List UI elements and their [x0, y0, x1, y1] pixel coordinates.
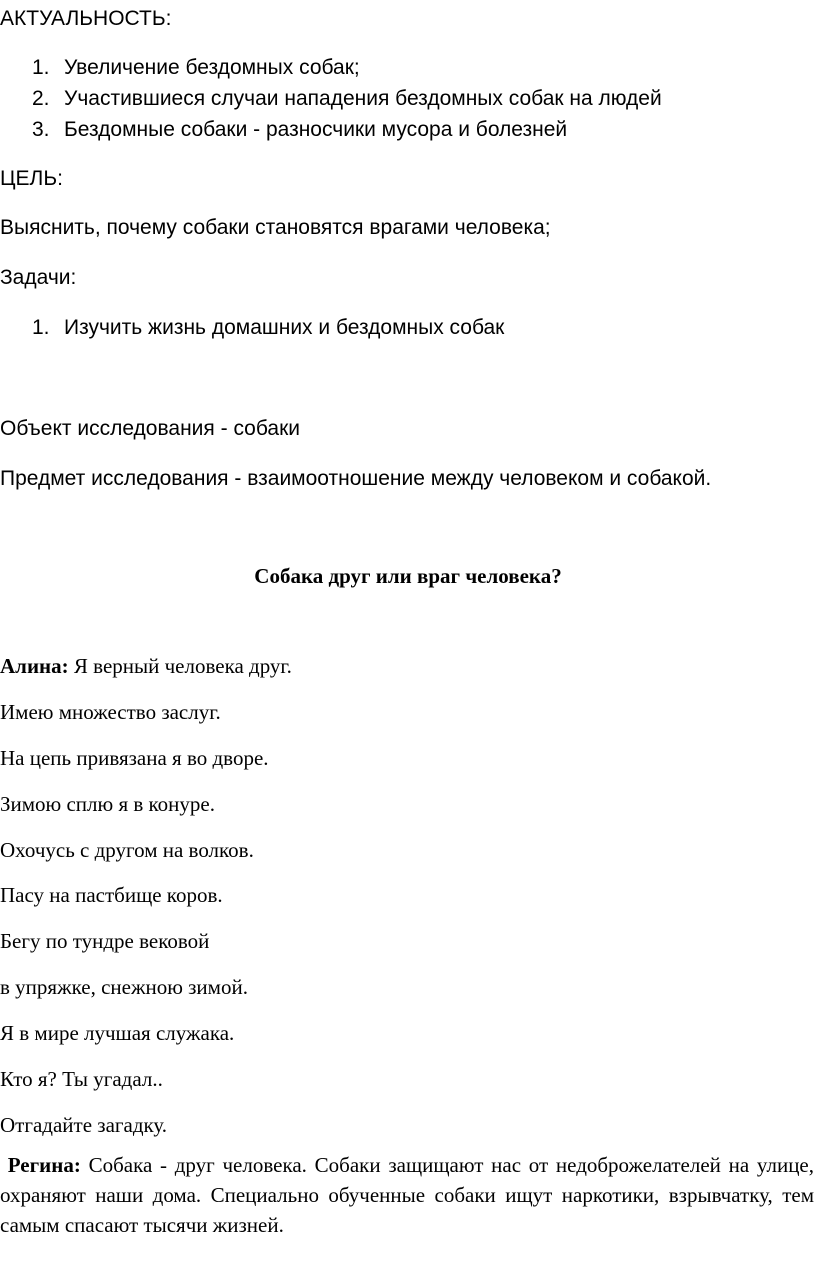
poem-line: Кто я? Ты угадал.. — [0, 1067, 163, 1091]
section-title: Собака друг или враг человека? — [254, 564, 562, 588]
research-subject: Предмет исследования - взаимоотношение между человеком и собакой. — [0, 467, 712, 490]
relevance-item-2 — [32, 86, 662, 112]
goal-heading: ЦЕЛЬ: — [0, 167, 63, 190]
list-number: 2. — [32, 87, 50, 110]
list-text: Участившиеся случаи нападения бездомных собак на людей — [64, 87, 662, 110]
poem-line: Имею множество заслуг. — [0, 700, 221, 724]
poem-line: Отгадайте загадку. — [0, 1113, 168, 1137]
tasks-heading: Задачи: — [0, 266, 77, 289]
tasks-item-1 — [32, 315, 504, 341]
speaker-name: Алина: — [0, 654, 69, 678]
poem-first-line — [0, 653, 292, 679]
list-text: Изучить жизнь домашних и бездомных собак — [64, 316, 505, 339]
relevance-item-3 — [32, 117, 567, 143]
list-text: Бездомные собаки - разносчики мусора и болезней — [64, 118, 568, 141]
research-object: Объект исследования - собаки — [0, 417, 300, 440]
goal-text: Выяснить, почему собаки становятся врагами человека; — [0, 216, 551, 239]
poem-line: Я в мире лучшая служака. — [0, 1021, 235, 1045]
poem-line: Я верный человека друг. — [68, 654, 292, 678]
speaker-name: Регина: — [7, 1153, 81, 1177]
poem-line: Зимою сплю я в конуре. — [0, 792, 215, 816]
list-text: Увеличение бездомных собак; — [64, 56, 360, 79]
relevance-item-1 — [32, 55, 360, 81]
poem-line: На цепь привязана я во дворе. — [0, 746, 269, 770]
poem-line: Охочусь с другом на волков. — [0, 838, 254, 862]
relevance-heading: АКТУАЛЬНОСТЬ: — [0, 7, 172, 30]
list-number: 3. — [32, 118, 50, 141]
poem-line: Пасу на пастбище коров. — [0, 883, 223, 907]
poem-line: Бегу по тундре вековой — [0, 929, 210, 953]
list-number: 1. — [32, 316, 50, 339]
poem-line: в упряжке, снежною зимой. — [0, 975, 248, 999]
paragraph-text: Собака - друг человека. Собаки защищают нас от недоброжелателей на улице, охраняют наши дома. Специально обученные собаки ищут наркотики, взрывчатку, тем самым спасают тысячи жизней. — [0, 1153, 815, 1237]
regina-paragraph — [0, 1150, 814, 1240]
list-number: 1. — [32, 56, 50, 79]
